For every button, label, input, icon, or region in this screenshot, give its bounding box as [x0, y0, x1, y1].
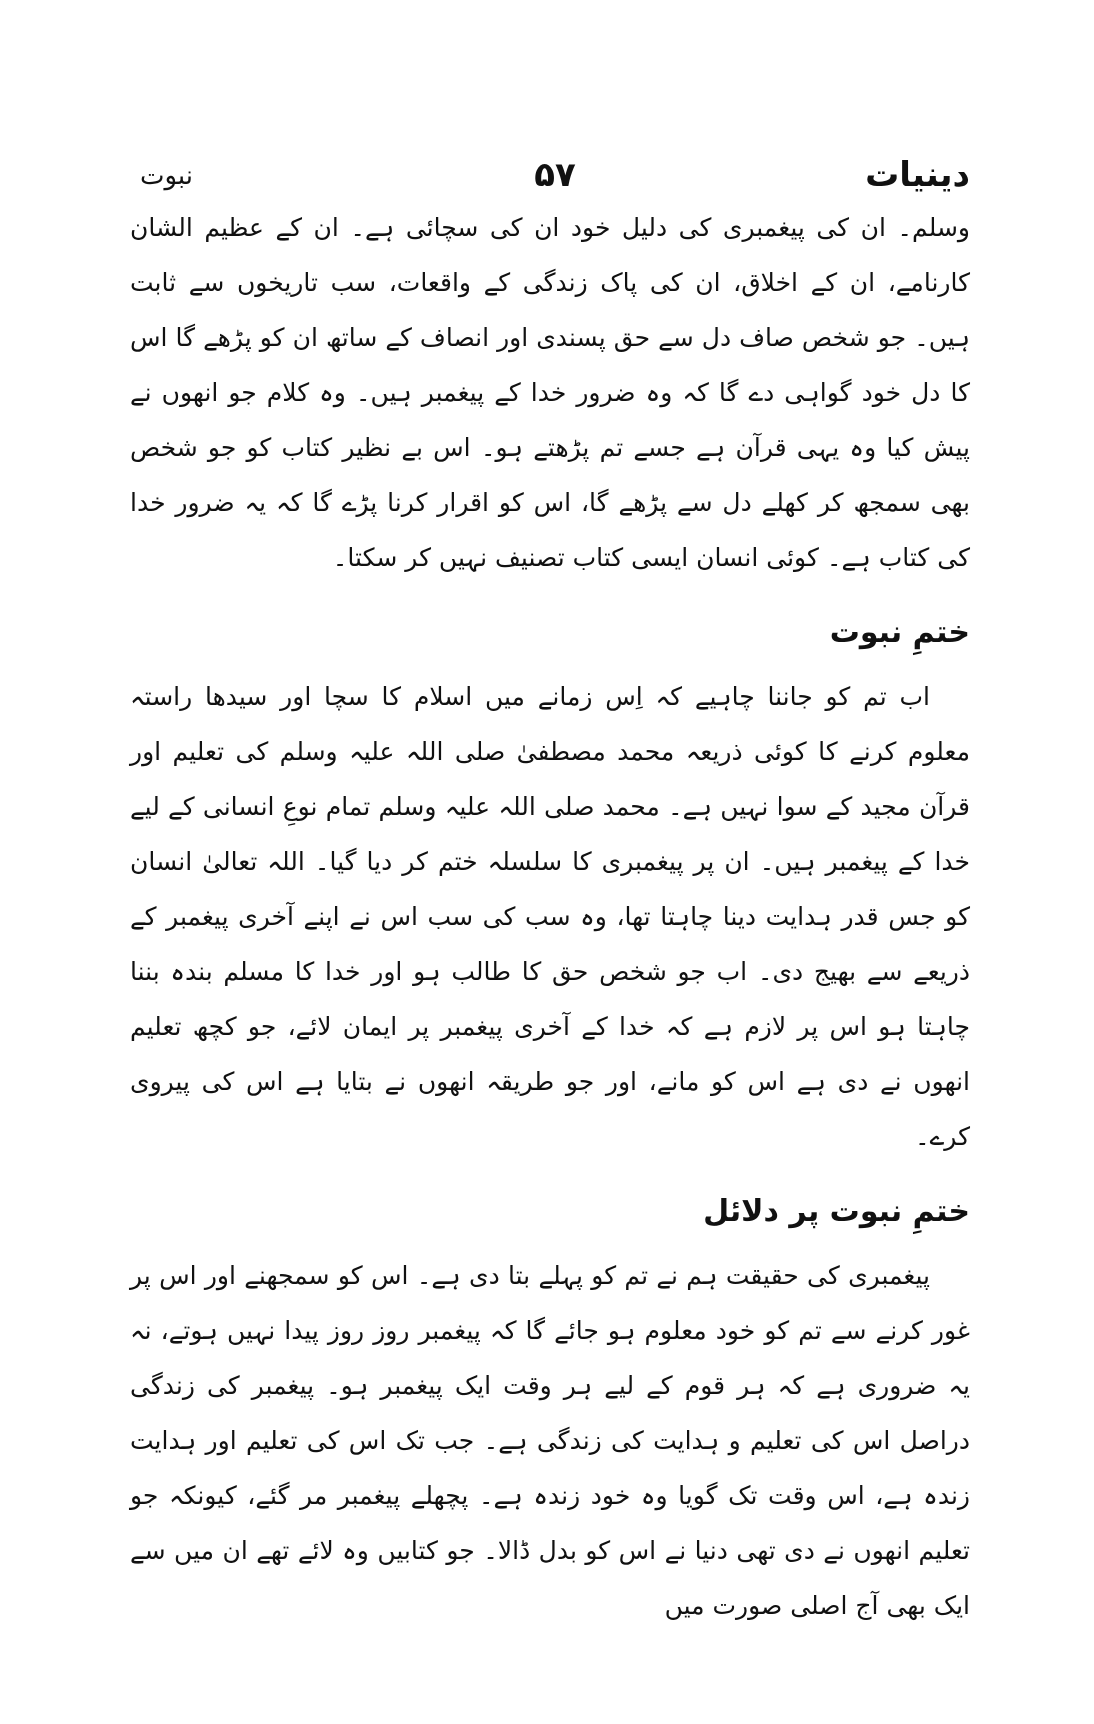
body-paragraph: اب تم کو جاننا چاہیے کہ اِس زمانے میں اسلام کا سچا اور سیدھا راستہ معلوم کرنے کا کوئی ذریعہ محمد مصطفیٰ صلی اللہ علیہ وسلم کی تعلیم اور قرآن مجید کے سوا نہیں ہے۔ محمد صلی اللہ علیہ وسلم تمام نوعِ انسانی کے لیے خدا کے پیغمبر ہیں۔ ان پر پیغمبری کا سلسلہ ختم کر دیا گیا۔ اللہ تعالیٰ انسان کو جس قدر ہدایت دینا چاہتا تھا، وہ سب کی سب اس نے اپنے آخری پیغمبر کے ذریعے سے بھیج دی۔ اب جو شخص حق کا طالب ہو اور خدا کا مسلم بندہ بننا چاہتا ہو اس پر لازم ہے کہ خدا کے آخری پیغمبر پر ایمان لائے، جو کچھ تعلیم انھوں نے دی ہے اس کو مانے، اور جو طریقہ انھوں نے بتایا ہے اس کی پیروی کرے۔ [130, 682, 970, 1151]
chapter-title: نبوت [140, 161, 193, 191]
page-number: ۵۷ [534, 155, 576, 195]
body-paragraph: وسلم۔ ان کی پیغمبری کی دلیل خود ان کی سچائی ہے۔ ان کے عظیم الشان کارنامے، ان کے اخلاق، ان کی پاک زندگی کے واقعات، سب تاریخوں سے ثابت ہیں۔ جو شخص صاف دل سے حق پسندی اور انصاف کے ساتھ ان کو پڑھے گا اس کا دل خود گواہی دے گا کہ وہ ضرور خدا کے پیغمبر ہیں۔ وہ کلام جو انھوں نے پیش کیا وہ یہی قرآن ہے جسے تم پڑھتے ہو۔ اس بے نظیر کتاب کو جو شخص بھی سمجھ کر کھلے دل سے پڑھے گا، اس کو اقرار کرنا پڑے گا کہ یہ ضرور خدا کی کتاب ہے۔ کوئی انسان ایسی کتاب تصنیف نہیں کر سکتا۔ [130, 213, 970, 572]
section-heading-khatm-e-nabuwwat: ختمِ نبوت [829, 615, 970, 650]
section-heading-dalail: ختمِ نبوت پر دلائل [703, 1194, 970, 1229]
body-paragraph: پیغمبری کی حقیقت ہم نے تم کو پہلے بتا دی ہے۔ اس کو سمجھنے اور اس پر غور کرنے سے تم کو خود معلوم ہو جائے گا کہ پیغمبر روز روز پیدا نہیں ہوتے، نہ یہ ضروری ہے کہ ہر قوم کے لیے ہر وقت ایک پیغمبر ہو۔ پیغمبر کی زندگی دراصل اس کی تعلیم و ہدایت کی زندگی ہے۔ جب تک اس کی تعلیم اور ہدایت زندہ ہے، اس وقت تک گویا وہ خود زندہ ہے۔ پچھلے پیغمبر مر گئے، کیونکہ جو تعلیم انھوں نے دی تھی دنیا نے اس کو بدل ڈالا۔ جو کتابیں وہ لائے تھے ان میں سے ایک بھی آج اصلی صورت میں [130, 1261, 970, 1620]
page-body [130, 200, 970, 1633]
book-title: دینیات [865, 155, 970, 195]
